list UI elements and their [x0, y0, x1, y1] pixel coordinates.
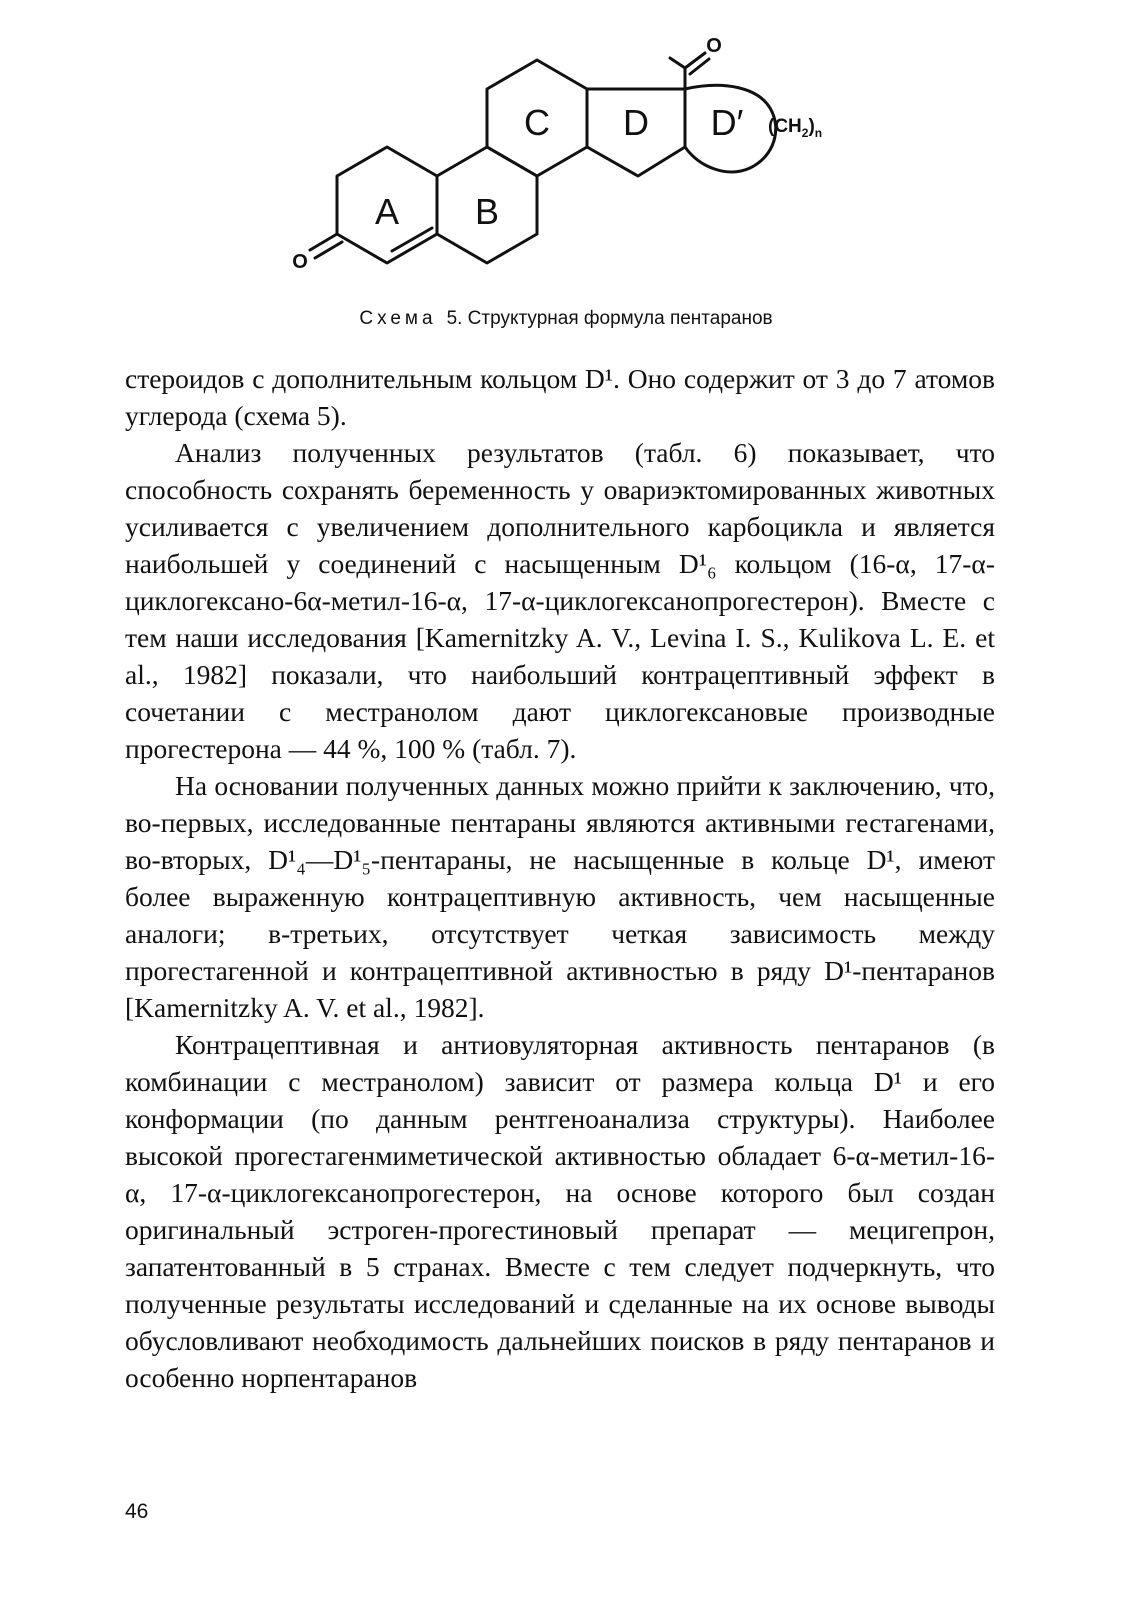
caption-text: 5. Структурная формула пентаранов: [446, 308, 773, 329]
ring-d-label: D: [623, 102, 649, 143]
oxygen-label-acetyl: O: [706, 35, 722, 57]
methyl-stub: [670, 58, 685, 68]
figure-caption: [0, 308, 1132, 330]
ch2-substituent-label: $(CH_2)_n$: [768, 116, 823, 140]
ring-a-label: A: [374, 191, 400, 232]
paragraph-4: Контрацептивная и антиовуляторная активность пентаранов (в комбинации с местранолом) зависит от размера кольца D¹ и его конформации (по данным рентгеноанализа структуры). Наиболее высокой прогестагенмиметической активностью обладает 6-α-метил-16-α, 17-α-циклогексанопрогестерон, на основе которого был создан оригинальный эстроген-прогестиновый препарат — мецигепрон, запатентованный в 5 странах. Вместе с тем следует подчеркнуть, что полученные результаты исследований и сделанные на их основе выводы обусловливают необходимость дальнейших поисков в ряду пентаранов и особенно норпентаранов: [125, 1029, 995, 1393]
paragraph-1: стероидов с дополнительным кольцом D¹. Оно содержит от 3 до 7 атомов углерода (схема 5).: [125, 363, 995, 431]
caption-label: Схема: [359, 308, 437, 329]
ring-d-prime-label: D′: [710, 102, 744, 143]
ring-c-label: C: [524, 102, 550, 143]
structural-formula-figure: [280, 28, 880, 318]
paragraph-3: На основании полученных данных можно прийти к заключению, что, во-первых, исследованные пентараны являются активными гестагенами, во-вторых, D¹₄—D¹₅-пентараны, не насыщенные в кольце D¹, имеют более выраженную контрацептивную активность, чем насыщенные аналоги; в-третьих, отсутствует четкая зависимость между прогестагенной и контрацептивной активностью в ряду D¹-пентаранов [Kamernitzky A. V. et al., 1982].: [125, 770, 995, 1023]
oxygen-label-ring-a: O: [292, 251, 308, 273]
paragraph-2: Анализ полученных результатов (табл. 6) показывает, что способность сохранять беременность у овариэктомированных животных усиливается с увеличением дополнительного карбоцикла и является наибольшей у соединений с насыщенным D¹₆ кольцом (16-α, 17-α-циклогексано-6α-метил-16-α, 17-α-циклогексанопрогестерон). Вместе с тем наши исследования [Kamernitzky A. V., Levina I. S., Kulikova L. E. et al., 1982] показали, что наибольший контрацептивный эффект в сочетании с местранолом дают циклогексановые производные прогестерона — 44 %, 100 % (табл. 7).: [125, 437, 995, 764]
body-text: [125, 360, 995, 1396]
page-number: 46: [125, 1500, 149, 1523]
steroid-skeleton-diagram: [280, 28, 880, 318]
ring-b-label: B: [474, 191, 500, 232]
